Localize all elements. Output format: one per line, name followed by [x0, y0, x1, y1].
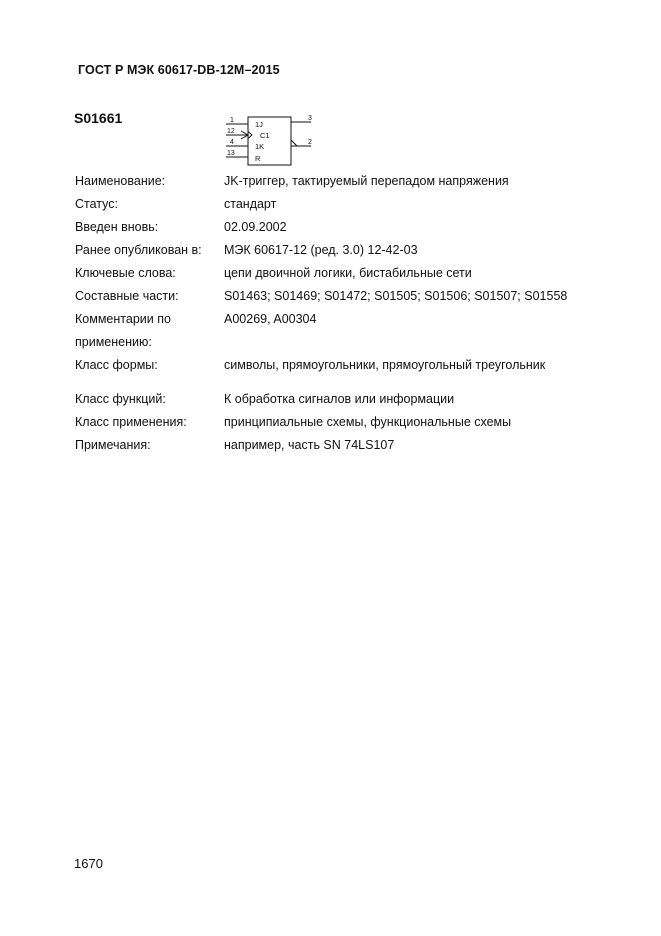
field-label: Комментарии по [75, 312, 171, 326]
label-j: 1J [255, 120, 263, 129]
field-value: например, часть SN 74LS107 [224, 438, 395, 452]
symbol-code: S01661 [74, 110, 123, 126]
page-number: 1670 [74, 856, 103, 871]
field-label: Наименование: [75, 174, 166, 188]
jk-flip-flop-symbol-icon [222, 112, 322, 170]
pin-c: 12 [227, 128, 235, 135]
field-label: Класс функций: [75, 392, 166, 406]
field-value: символы, прямоугольники, прямоугольный треугольник [224, 358, 546, 372]
pin-r: 13 [227, 150, 235, 157]
field-label: Составные части: [75, 289, 179, 303]
field-value: S01463; S01469; S01472; S01505; S01506; S01507; S01558 [224, 289, 568, 303]
field-value: 02.09.2002 [224, 220, 287, 234]
field-value: стандарт [224, 197, 277, 211]
field-label: применению: [75, 335, 152, 349]
pin-qn: 2 [308, 139, 312, 146]
field-label: Класс формы: [75, 358, 158, 372]
label-k: 1K [255, 142, 265, 151]
field-label: Введен вновь: [75, 220, 159, 234]
field-value: МЭК 60617-12 (ред. 3.0) 12-42-03 [224, 243, 418, 257]
field-value: К обработка сигналов или информации [224, 392, 455, 406]
pin-q: 3 [308, 115, 312, 122]
label-c: C1 [260, 131, 270, 140]
field-label: Статус: [75, 197, 118, 211]
document-header: ГОСТ Р МЭК 60617-DB-12M–2015 [78, 63, 280, 77]
field-value: цепи двоичной логики, бистабильные сети [224, 266, 472, 280]
pin-k: 4 [230, 139, 234, 146]
field-value: принципиальные схемы, функциональные схемы [224, 415, 512, 429]
field-label: Класс применения: [75, 415, 187, 429]
pin-j: 1 [230, 117, 234, 124]
field-label: Ключевые слова: [75, 266, 176, 280]
field-label: Ранее опубликован в: [75, 243, 202, 257]
field-value: A00269, A00304 [224, 312, 317, 326]
field-label: Примечания: [75, 438, 151, 452]
field-value: JK-триггер, тактируемый перепадом напряжения [224, 174, 509, 188]
label-r: R [255, 154, 261, 163]
